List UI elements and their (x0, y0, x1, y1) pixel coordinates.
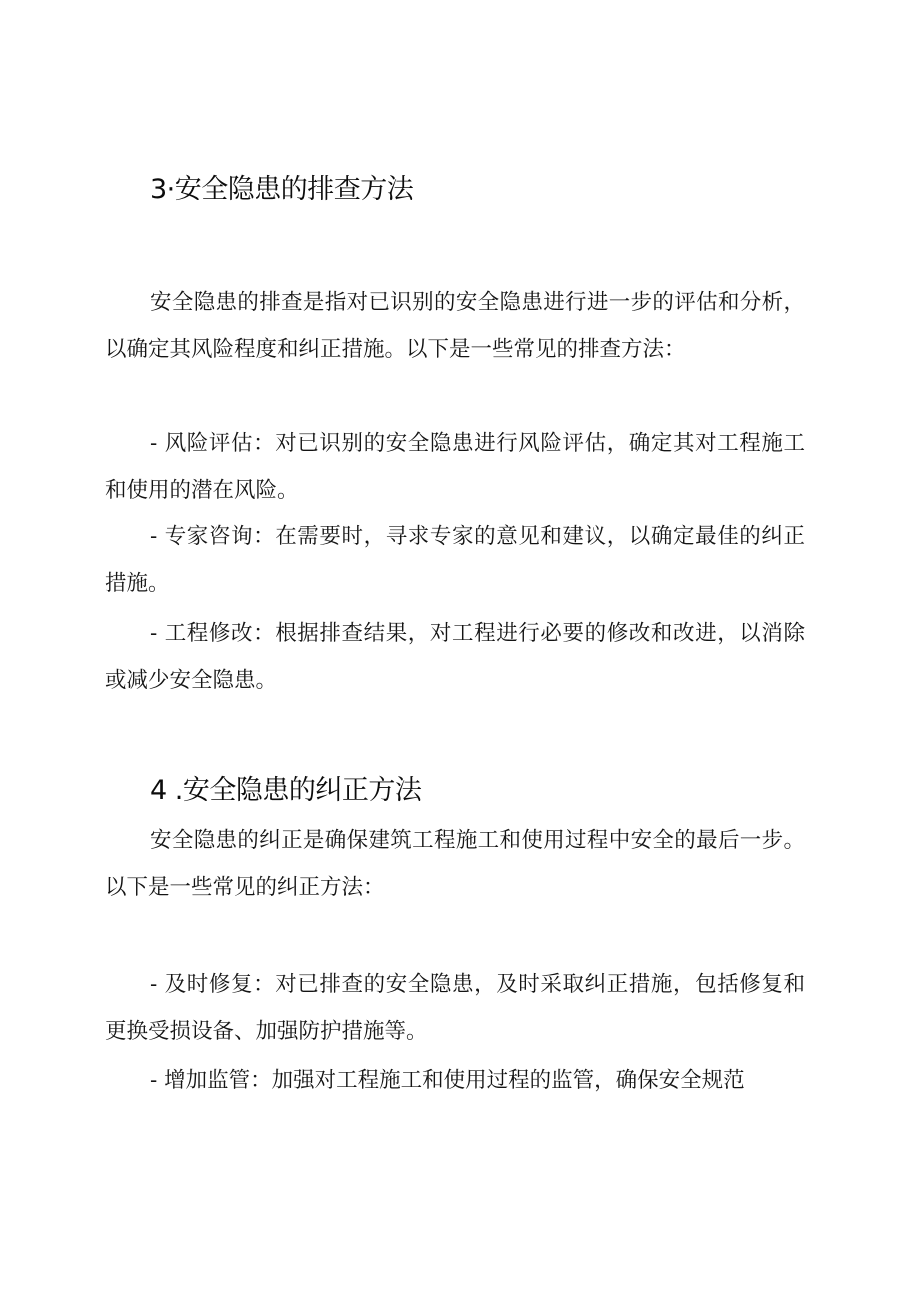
section-4-heading: 4 .安全隐患的纠正方法 (150, 775, 422, 806)
section-3-intro-paragraph: 安全隐患的排查是指对已识别的安全隐患进行进一步的评估和分析，以确定其风险程度和纠正措施。以下是一些常见的排查方法： (105, 290, 805, 362)
section-3-list-item-risk-assessment: - 风险评估：对已识别的安全隐患进行风险评估，确定其对工程施工和使用的潜在风险。 (105, 431, 805, 503)
section-4-intro-paragraph: 安全隐患的纠正是确保建筑工程施工和使用过程中安全的最后一步。以下是一些常见的纠正方法： (105, 828, 805, 900)
section-3-list-item-engineering-modification: - 工程修改：根据排查结果，对工程进行必要的修改和改进，以消除或减少安全隐患。 (105, 621, 805, 693)
section-4-list-item-increase-supervision: - 增加监管：加强对工程施工和使用过程的监管，确保安全规范 (150, 1068, 745, 1093)
section-4-list-item-timely-repair: - 及时修复：对已排查的安全隐患，及时采取纠正措施，包括修复和更换受损设备、加强防护措施等。 (105, 972, 805, 1044)
section-3-list-item-expert-consultation: - 专家咨询：在需要时，寻求专家的意见和建议，以确定最佳的纠正措施。 (105, 524, 805, 596)
section-3-heading: 3·安全隐患的排查方法 (150, 174, 414, 205)
